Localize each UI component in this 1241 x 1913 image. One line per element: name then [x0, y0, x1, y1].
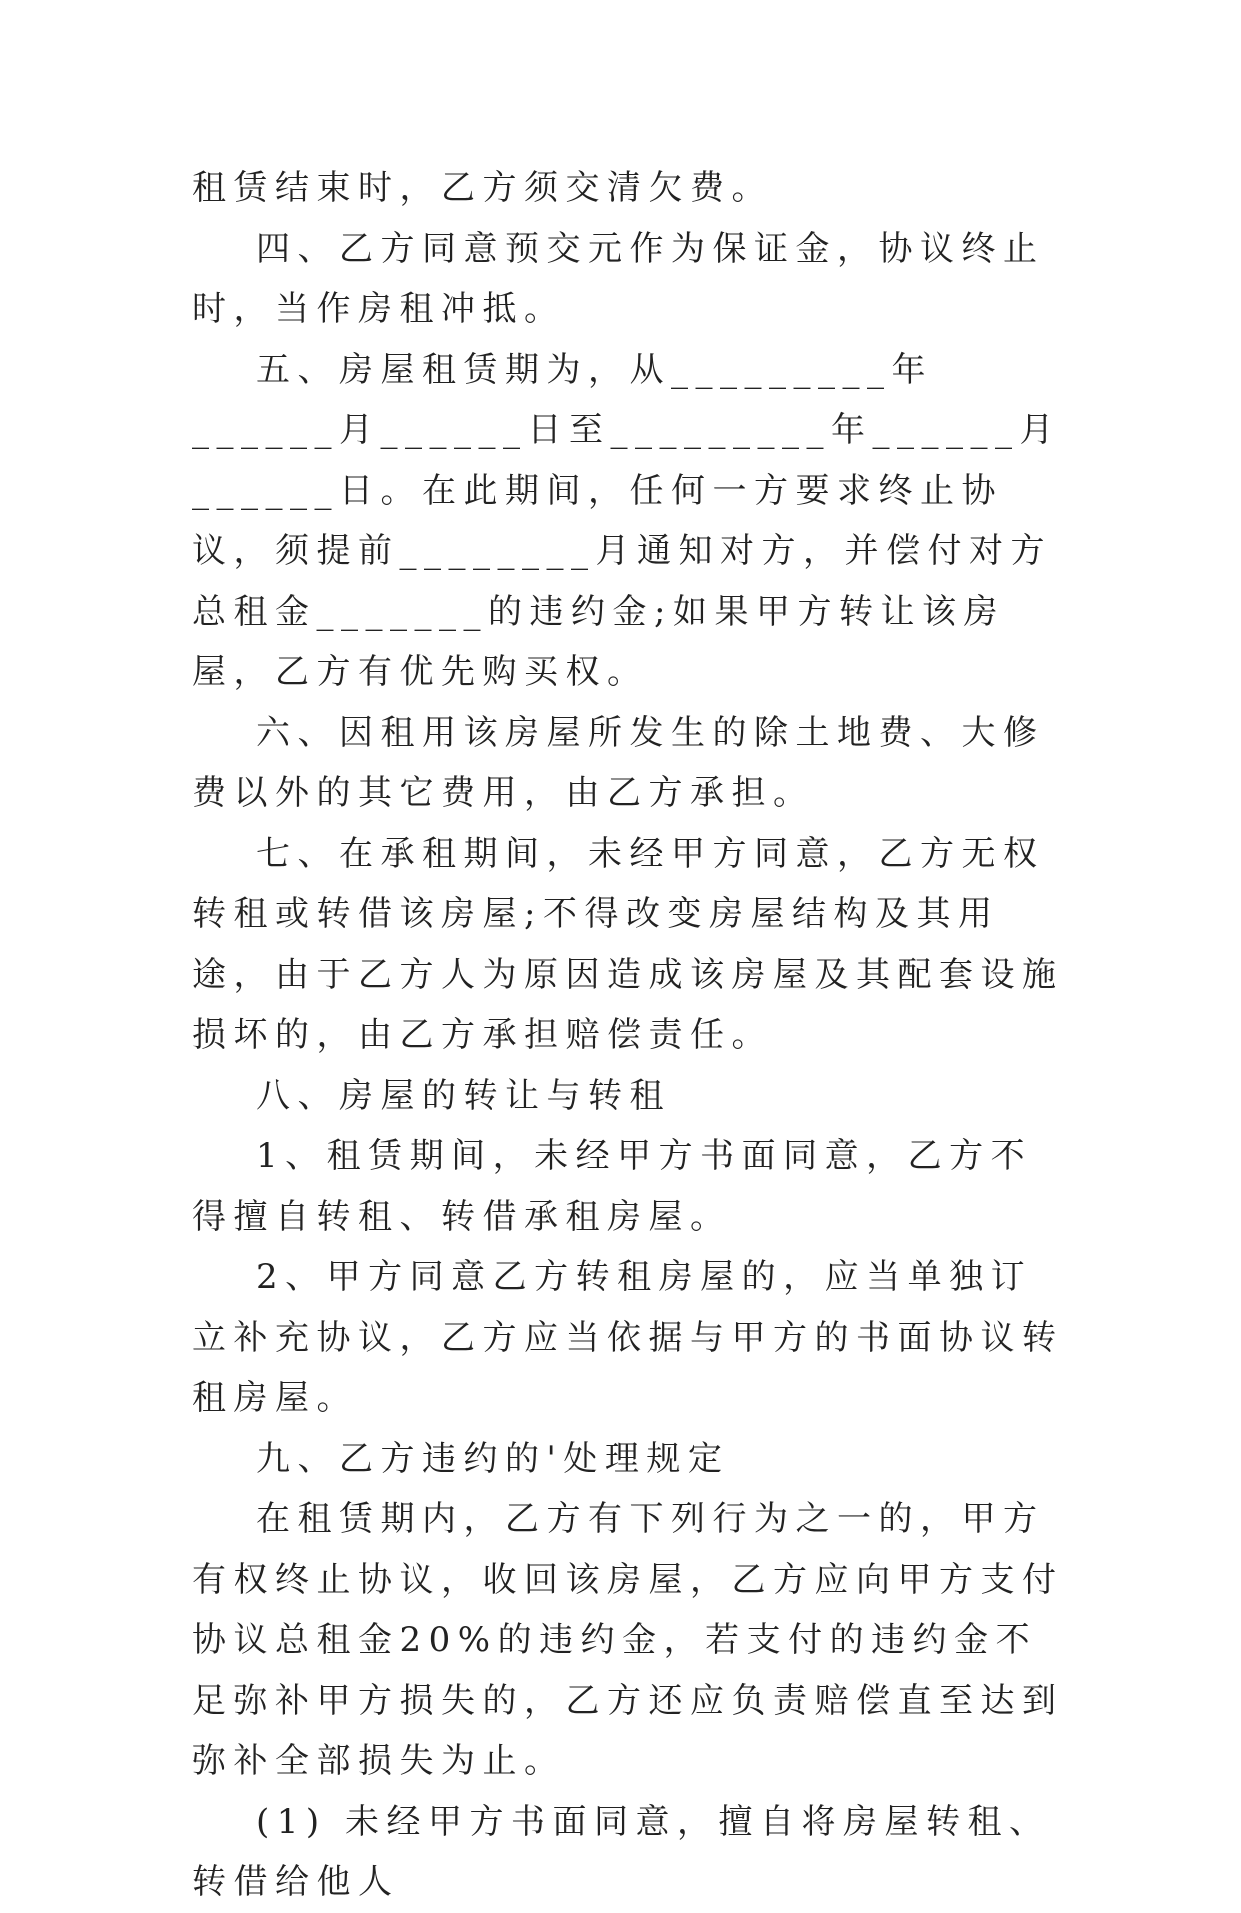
paragraph-clause-5-lease-term: 五、房屋租赁期为，从_________年______月______日至_________年______月______日。在此期间，任何一方要求终止协议，须提前________月通知对方，并偿付对方总租金_______的违约金;如果甲方转让该房屋，乙方有优先购买权。: [192, 349, 1061, 692]
document-body: [192, 158, 1072, 1913]
paragraph-clause-9-item-1: (1) 未经甲方书面同意，擅自将房屋转租、转借给他人: [192, 1801, 1051, 1902]
paragraph-clause-9-body: 在租赁期内，乙方有下列行为之一的，甲方有权终止协议，收回该房屋，乙方应向甲方支付协议总租金20%的违约金，若支付的违约金不足弥补甲方损失的，乙方还应负责赔偿直至达到弥补全部损失为止。: [192, 1499, 1064, 1781]
paragraph-clause-8-item-1: 1、租赁期间，未经甲方书面同意，乙方不得擅自转租、转借承租房屋。: [192, 1136, 1033, 1237]
paragraph-clause-9-heading: 九、乙方违约的'处理规定: [256, 1438, 730, 1479]
paragraph-rent-end: 租赁结束时，乙方须交清欠费。: [192, 168, 773, 208]
paragraph-clause-8-heading: 八、房屋的转让与转租: [256, 1075, 671, 1116]
paragraph-clause-4-deposit: 四、乙方同意预交元作为保证金，协议终止时，当作房租冲抵。: [192, 228, 1045, 329]
paragraph-clause-8-item-2: 2、甲方同意乙方转租房屋的，应当单独订立补充协议，乙方应当依据与甲方的书面协议转租房屋。: [192, 1257, 1064, 1418]
paragraph-clause-6-fees: 六、因租用该房屋所发生的除土地费、大修费以外的其它费用，由乙方承担。: [192, 712, 1045, 813]
paragraph-clause-7-sublease: 七、在承租期间，未经甲方同意，乙方无权转租或转借该房屋;不得改变房屋结构及其用途，由于乙方人为原因造成该房屋及其配套设施损坏的，由乙方承担赔偿责任。: [192, 833, 1064, 1055]
